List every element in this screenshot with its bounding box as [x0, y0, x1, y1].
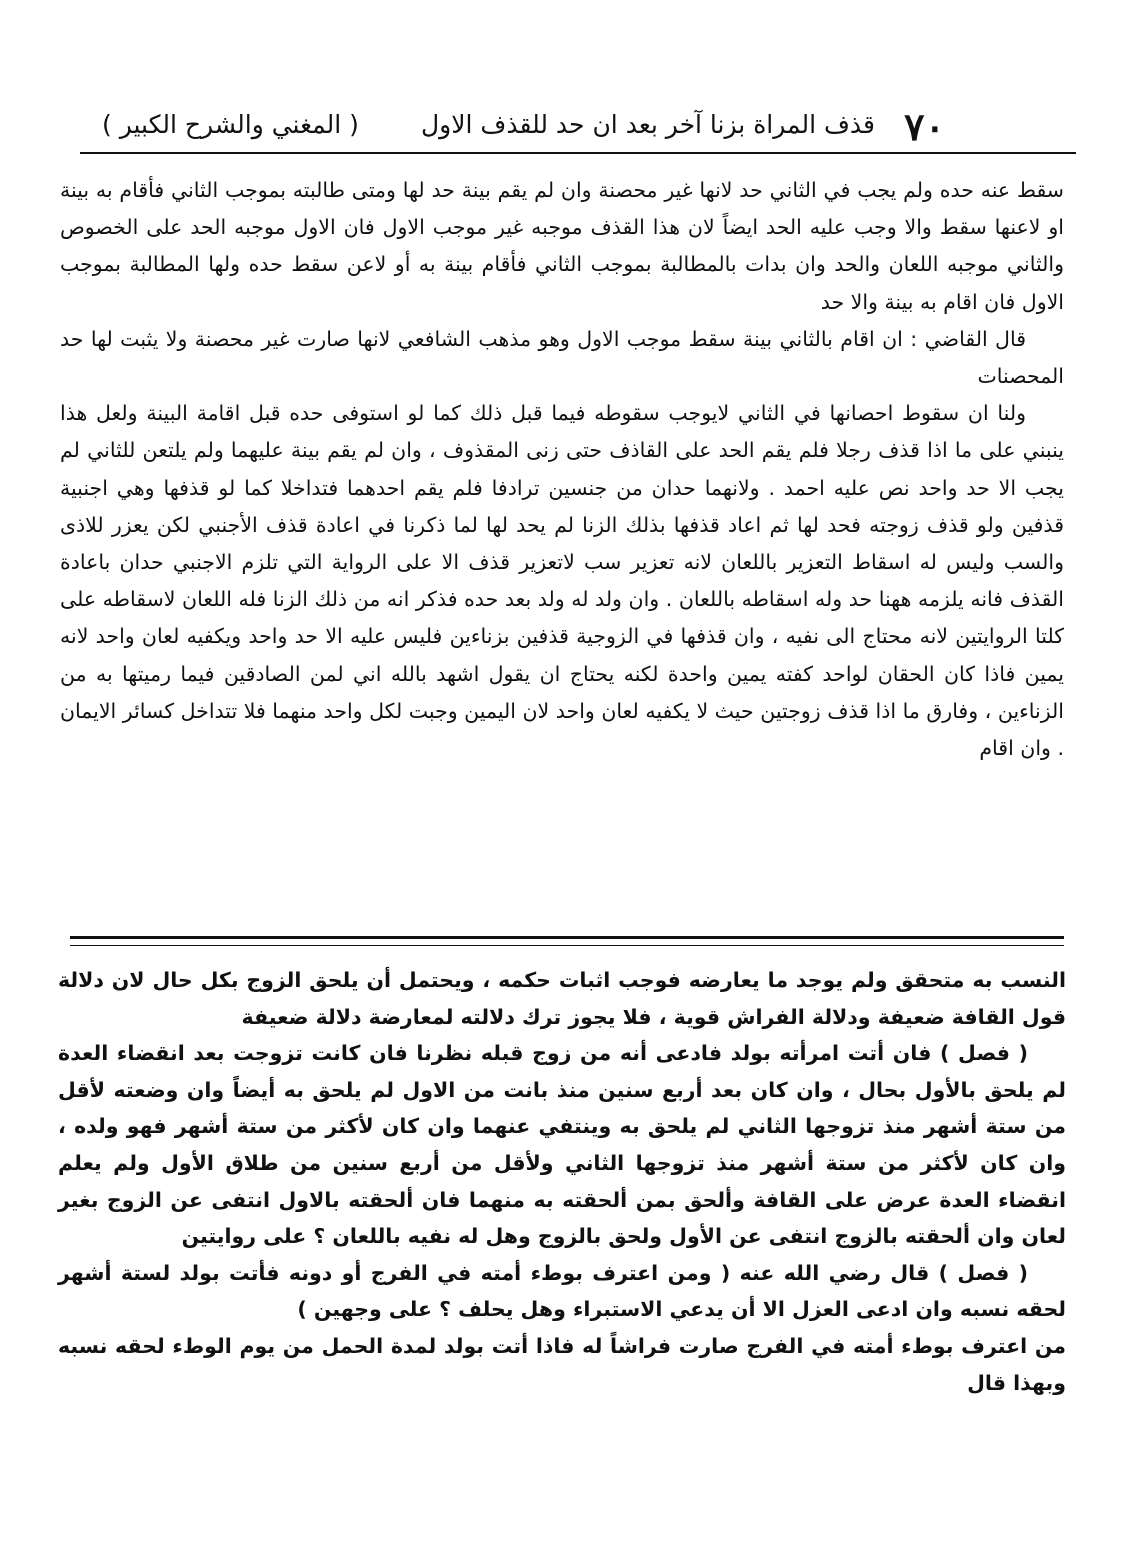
commentary-paragraph: ( فصل ) قال رضي الله عنه ( ومن اعترف بوطء أمته في الفرج أو دونه فأتت بولد لستة أشهر لحقه نسبه وان ادعى العزل الا أن يدعي الاستبراء وهل يحلف ؟ على وجهين ): [58, 1260, 1066, 1322]
section-separator: [70, 936, 1064, 946]
running-title: قذف المراة بزنا آخر بعد ان حد للقذف الاول: [421, 110, 875, 139]
main-paragraph: ولنا ان سقوط احصانها في الثاني لايوجب سقوطه فيما قبل ذلك كما لو استوفى حده قبل اقامة البينة ولعل هذا ينبني على ما اذا قذف رجلا فلم يقم الحد على القاذف حتى زنى المقذوف ، وان لم يقم بينة عليهما ولم يلتعن للثاني لم يجب الا حد واحد نص عليه احمد . ولانهما حدان من جنسين ترادفا فلم يقم احدهما فتداخلا كما لو قذفها وهي اجنبية قذفين ولو قذف زوجته فحد لها ثم اعاد قذفها بذلك الزنا لم يحد لها لما ذكرنا في اعادة قذف الأجنبي لكن يعزر للاذى والسب وليس له اسقاط التعزير باللعان لانه تعزير سب لاتعزير قذف الا على الرواية التي تلزم الاجنبي حدان باعادة القذف فانه يلزمه ههنا حد وله اسقاطه باللعان . وان ولد له ولد بعد حده فذكر انه من ذلك الزنا فله اللعان لاسقاطه على كلتا الروايتين لانه محتاج الى نفيه ، وان قذفها في الزوجية قذفين بزناءين فليس عليه الا حد واحد ويكفيه لعان واحد لانه يمين فاذا كان الحقان لواحد كفته يمين واحدة لكنه يحتاج ان يقول اشهد بالله اني لمن الصادقين فيما رميتها به من الزناءين ، وفارق ما اذا قذف زوجتين حيث لا يكفيه لعان واحد لان اليمين وجبت لكل واحد منهما فلا تتداخل كسائر الايمان . وان اقام: [60, 401, 1064, 761]
commentary-paragraph: من اعترف بوطء أمته في الفرج صارت فراشاً له فاذا أتت بولد لمدة الحمل من يوم الوطء لحقه نسبه وبهذا قال: [58, 1333, 1066, 1395]
commentary-paragraph: النسب به متحقق ولم يوجد ما يعارضه فوجب اثبات حكمه ، ويحتمل أن يلحق الزوج بكل حال لان دلالة قول القافة ضعيفة ودلالة الفراش قوية ، فلا يجوز ترك دلالته لمعارضة دلالة ضعيفة: [58, 968, 1066, 1029]
header-rule: [80, 152, 1076, 154]
main-paragraph: قال القاضي : ان اقام بالثاني بينة سقط موجب الاول وهو مذهب الشافعي لانها صارت غير محصنة ولا يثبت لها حد المحصنات: [60, 326, 1064, 389]
commentary-text: [58, 962, 1066, 1401]
page-number: ٧٠: [904, 104, 945, 149]
commentary-paragraph: ( فصل ) فان أتت امرأته بولد فادعى أنه من زوج قبله نظرنا فان كانت تزوجت بعد انقضاء العدة لم يلحق بالأول بحال ، وان كان بعد أربع سنين منذ بانت من الاول لم يلحق به أيضاً وان وضعته لأقل من ستة أشهر منذ تزوجها الثاني لم يلحق به وينتفي عنهما وان كان لأكثر من ستة أشهر فهو ولده ، وان كان لأكثر من ستة أشهر منذ تزوجها الثاني ولأقل من أربع سنين من طلاق الأول ولم يعلم انقضاء العدة عرض على القافة وألحق بمن ألحقته به منهما فان ألحقته بالاول انتفى عن الزوج بغير لعان وان ألحقته بالزوج انتفى عن الأول ولحق بالزوج وهل له نفيه باللعان ؟ على روايتين: [58, 1041, 1066, 1249]
main-paragraph: سقط عنه حده ولم يجب في الثاني حد لانها غير محصنة وان لم يقم بينة حد لها ومتى طالبته بموجب الثاني فأقام به بينة او لاعنها سقط والا وجب عليه الحد ايضاً لان هذا القذف موجبه غير موجب الاول فان الاول موجبه الحد على الخصوص والثاني موجبه اللعان والحد وان بدات بالمطالبة بموجب الثاني فأقام بينة به أو لاعن سقط حده ولها المطالبة بموجب الاول فان اقام به بينة والا حد: [60, 178, 1064, 314]
main-text: [60, 172, 1064, 767]
book-title: ( المغني والشرح الكبير ): [102, 110, 359, 139]
page-header: [80, 104, 1080, 152]
